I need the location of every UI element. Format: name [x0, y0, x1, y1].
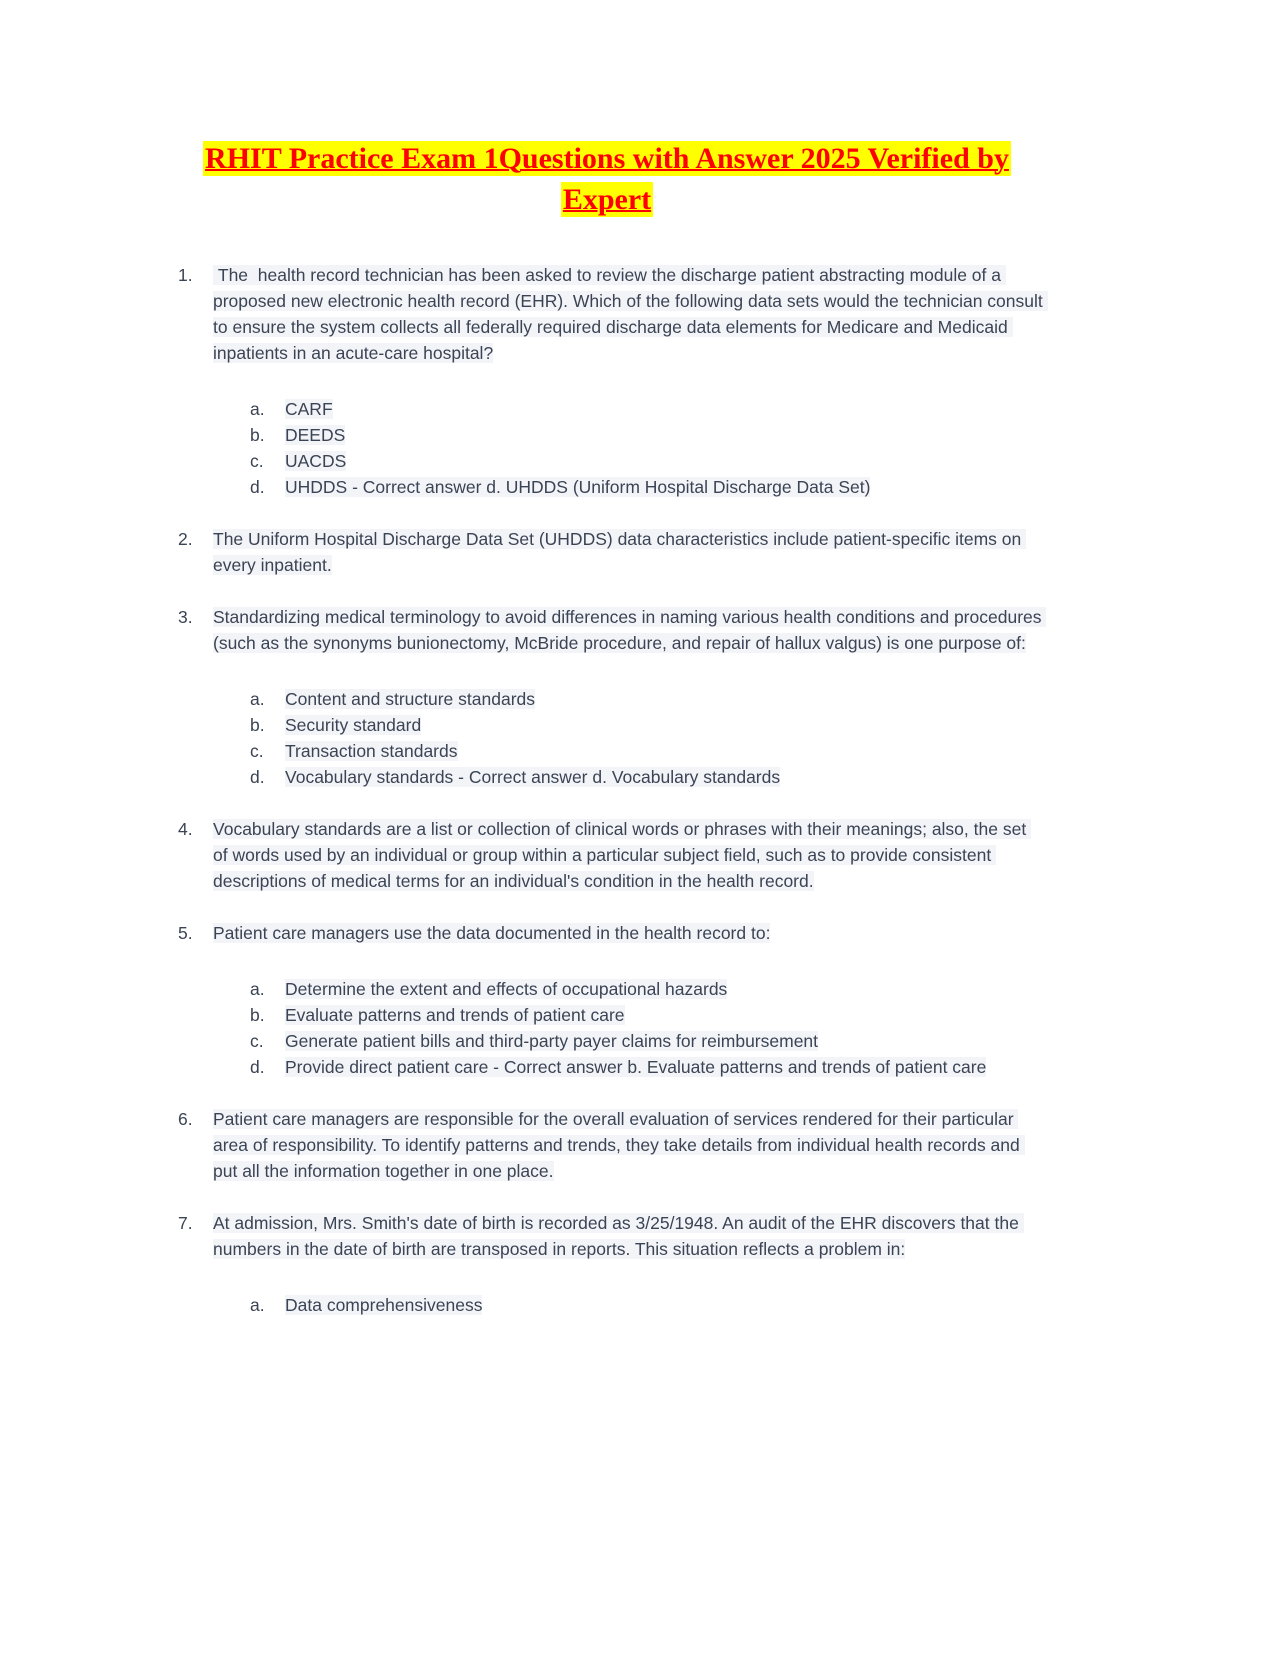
option-text: UHDDS - Correct answer d. UHDDS (Uniform Hospital Discharge Data Set): [285, 477, 871, 497]
option-item: [250, 474, 1044, 500]
option-item: [250, 1292, 1044, 1318]
option-letter: a.: [250, 399, 265, 419]
option-text: UACDS: [285, 451, 347, 471]
question-number: 3.: [178, 607, 193, 627]
question-number: 2.: [178, 529, 193, 549]
question-3-options: [178, 686, 1280, 790]
document-title: [167, 0, 1047, 220]
question-item-2: [178, 526, 1044, 578]
option-item: [250, 1054, 1044, 1080]
option-letter: c.: [250, 451, 264, 471]
question-item-5: [178, 920, 1044, 946]
question-number: 1.: [178, 265, 193, 285]
question-item-3: [178, 604, 1047, 656]
option-letter: c.: [250, 741, 264, 761]
question-item-4: [178, 816, 1044, 894]
option-item: [250, 1028, 1044, 1054]
option-text: Determine the extent and effects of occupational hazards: [285, 979, 728, 999]
option-text: DEEDS: [285, 425, 346, 445]
option-text: Security standard: [285, 715, 422, 735]
option-item: [250, 976, 1044, 1002]
question-number: 7.: [178, 1213, 193, 1233]
question-text: Vocabulary standards are a list or collection of clinical words or phrases with their meanings; also, the set of words used by an individual or group within a particular subject field, such as to provide consistent descriptions of medical terms for an individual's condition in the health record.: [213, 819, 1032, 891]
option-text: Vocabulary standards - Correct answer d. Vocabulary standards: [285, 767, 781, 787]
option-letter: a.: [250, 689, 265, 709]
question-text: The health record technician has been asked to review the discharge patient abstracting module of a proposed new electronic health record (EHR). Which of the following data sets would the technician consult to ensure the system collects all federally required discharge data elements for Medicare and Medicaid inpatients in an acute-care hospital?: [213, 265, 1048, 363]
option-text: CARF: [285, 399, 333, 419]
question-text: At admission, Mrs. Smith's date of birth is recorded as 3/25/1948. An audit of the EHR discovers that the numbers in the date of birth are transposed in reports. This situation reflects a problem in:: [213, 1213, 1024, 1259]
option-item: [250, 448, 1044, 474]
question-number: 6.: [178, 1109, 193, 1129]
question-text: The Uniform Hospital Discharge Data Set (UHDDS) data characteristics include patient-specific items on every inpatient.: [213, 529, 1027, 575]
option-letter: b.: [250, 425, 265, 445]
question-5-options: [178, 976, 1280, 1080]
option-text: Provide direct patient care - Correct answer b. Evaluate patterns and trends of patient care: [285, 1057, 987, 1077]
option-item: [250, 1002, 1044, 1028]
option-item: [250, 738, 1044, 764]
question-7-options: [178, 1292, 1280, 1318]
option-letter: d.: [250, 477, 265, 497]
question-number: 4.: [178, 819, 193, 839]
option-item: [250, 764, 1044, 790]
option-item: [250, 686, 1044, 712]
option-letter: b.: [250, 715, 265, 735]
option-letter: c.: [250, 1031, 264, 1051]
question-item-7: [178, 1210, 1044, 1262]
option-text: Data comprehensiveness: [285, 1295, 483, 1315]
option-item: [250, 396, 1044, 422]
option-letter: a.: [250, 1295, 265, 1315]
option-letter: a.: [250, 979, 265, 999]
option-letter: d.: [250, 1057, 265, 1077]
question-item-6: [178, 1106, 1044, 1184]
question-item-1: [178, 262, 1048, 366]
document-title-text: RHIT Practice Exam 1Questions with Answer 2025 Verified by Expert: [205, 142, 1009, 216]
option-letter: d.: [250, 767, 265, 787]
option-text: Transaction standards: [285, 741, 458, 761]
option-text: Generate patient bills and third-party payer claims for reimbursement: [285, 1031, 819, 1051]
question-text: Patient care managers use the data documented in the health record to:: [213, 923, 771, 943]
option-item: [250, 712, 1044, 738]
question-number: 5.: [178, 923, 193, 943]
question-text: Patient care managers are responsible for the overall evaluation of services rendered for their particular area of responsibility. To identify patterns and trends, they take details from individual health records and put all the information together in one place.: [213, 1109, 1025, 1181]
option-text: Evaluate patterns and trends of patient care: [285, 1005, 625, 1025]
question-text: Standardizing medical terminology to avoid differences in naming various health conditions and procedures (such as the synonyms bunionectomy, McBride procedure, and repair of hallux valgus) is one purpose of:: [213, 607, 1047, 653]
option-text: Content and structure standards: [285, 689, 536, 709]
option-letter: b.: [250, 1005, 265, 1025]
option-item: [250, 422, 1044, 448]
question-1-options: [178, 396, 1280, 500]
